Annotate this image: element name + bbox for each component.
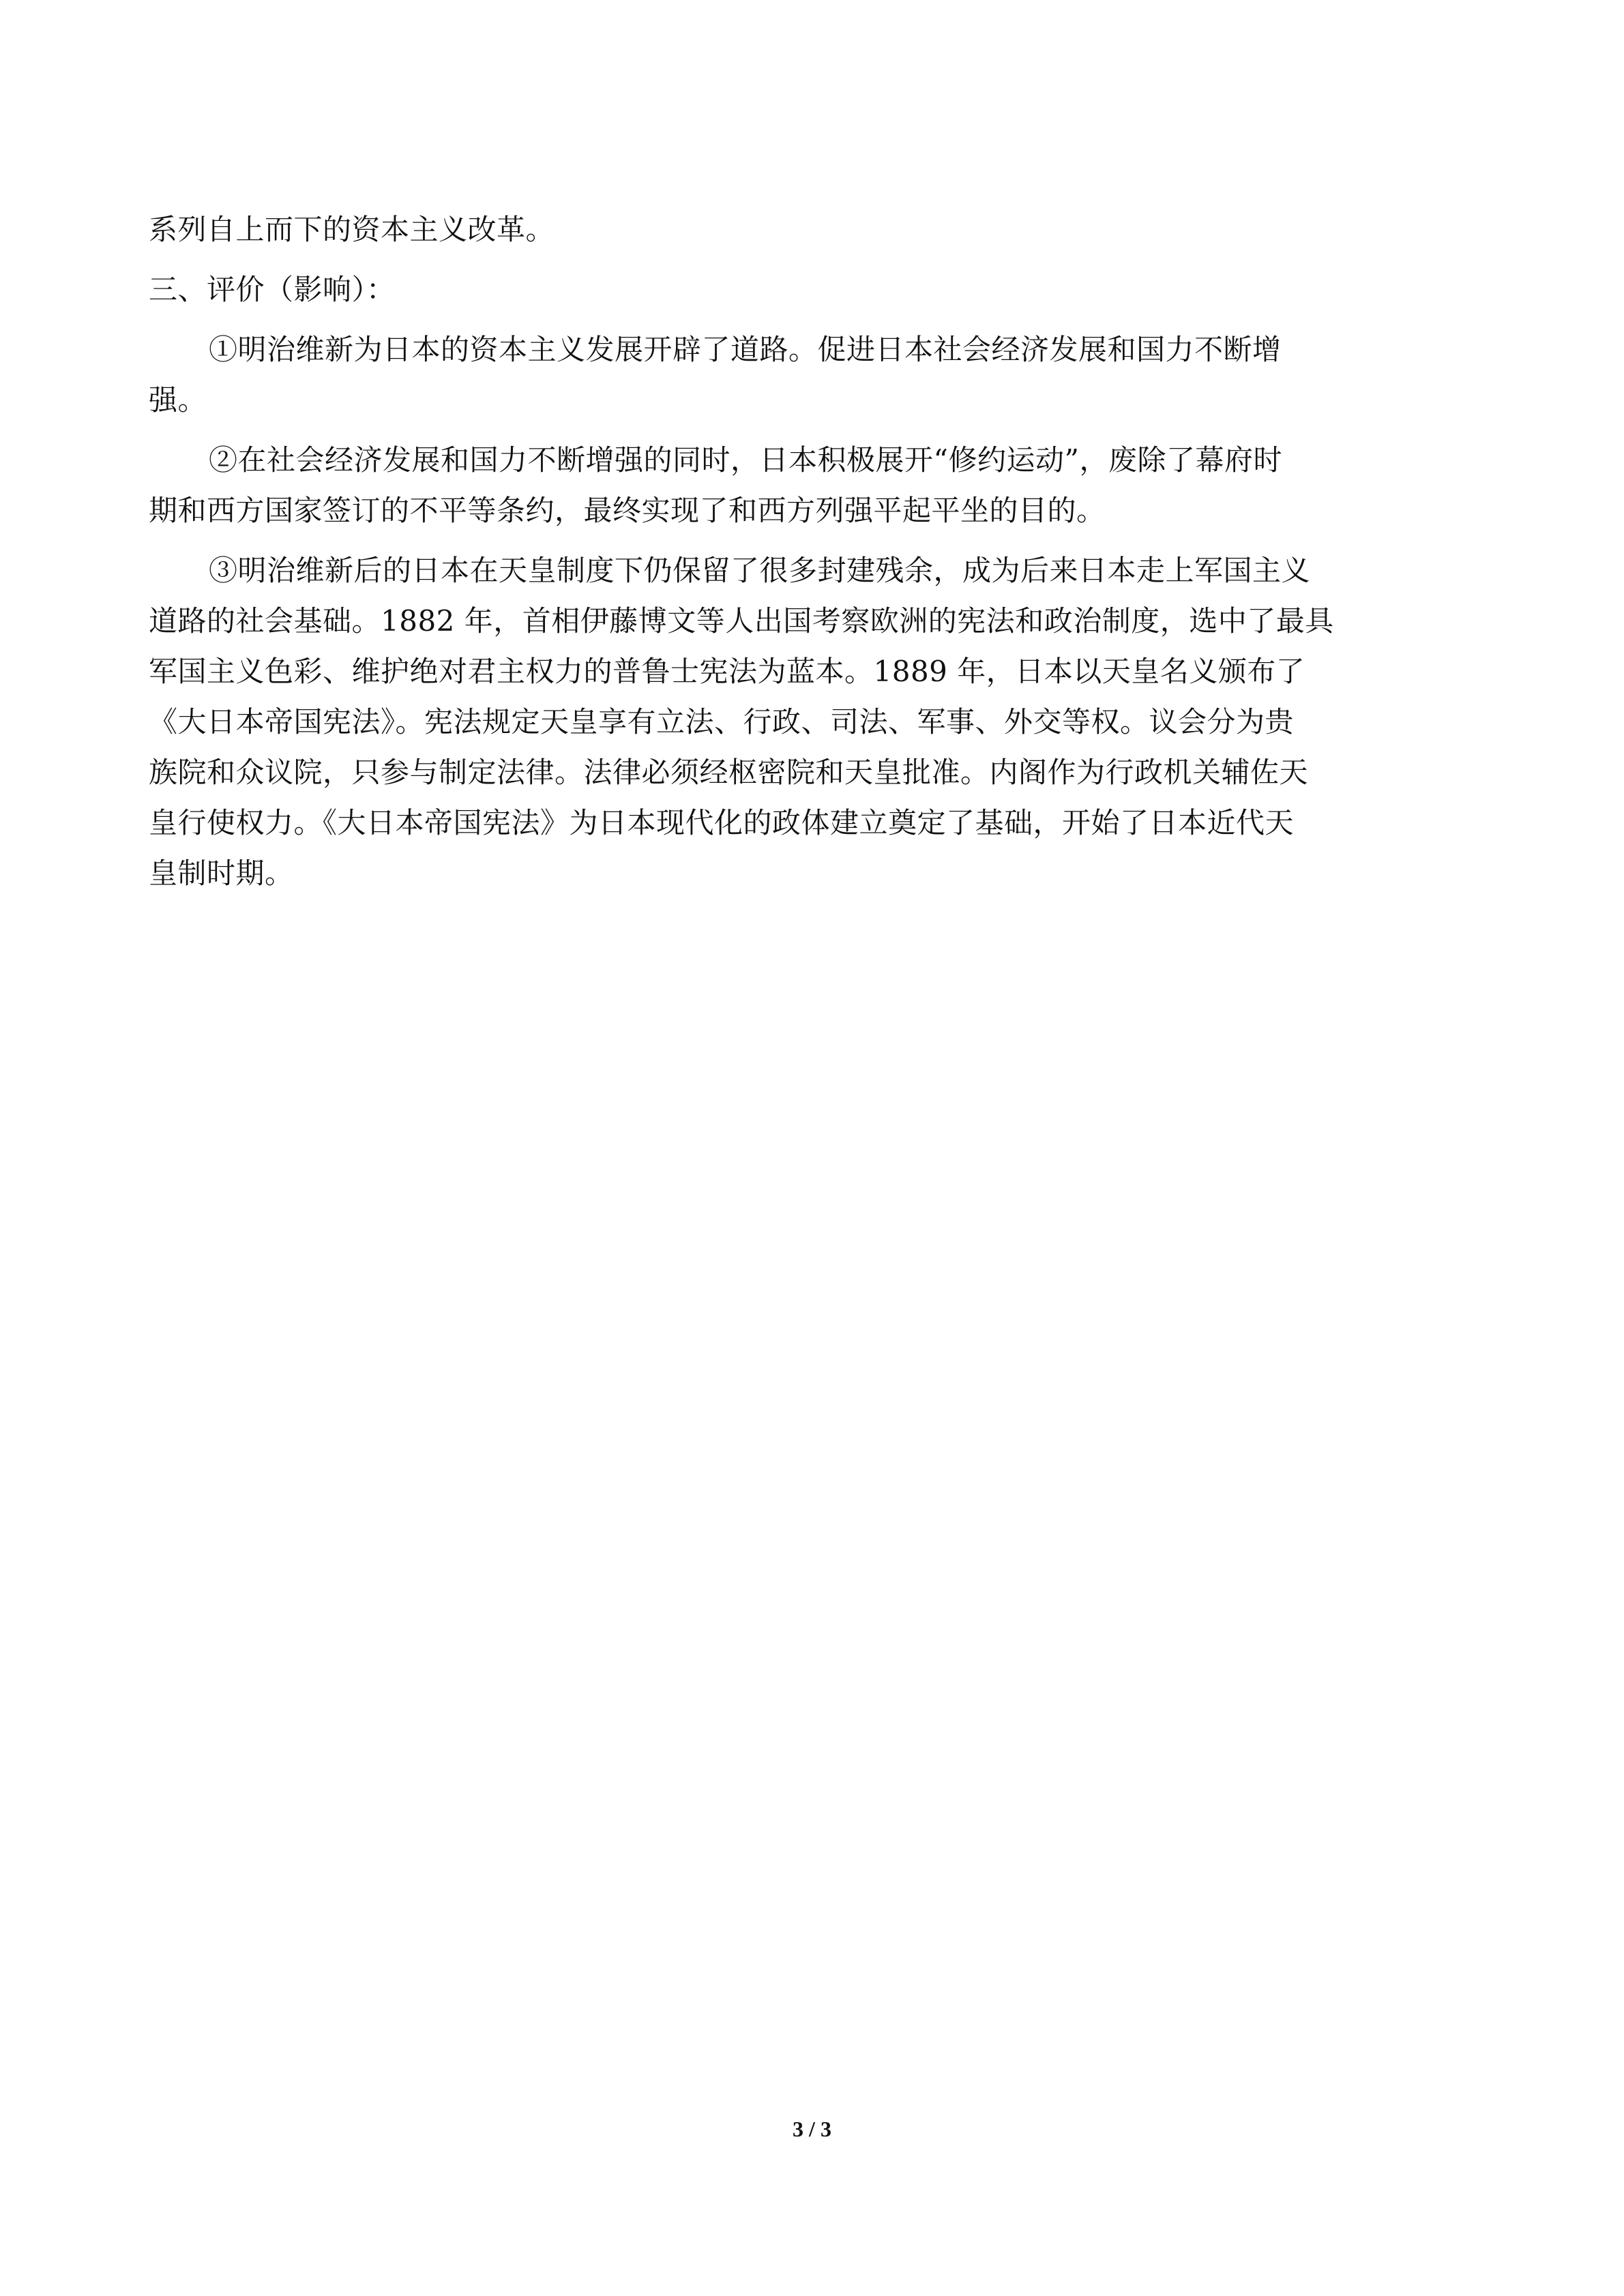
paragraph-line: 皇制时期。 [149,856,294,890]
paragraph-line: 强。 [149,383,207,417]
continued-text-line: 系列自上而下的资本主义改革。 [149,213,555,246]
section-heading: 三、评价（影响）： [149,273,396,306]
paragraph-line: ③明治维新后的日本在天皇制度下仍保留了很多封建残余，成为后来日本走上军国主义 [209,554,1311,587]
paragraph-1 [149,325,1475,426]
document-body [149,205,1475,899]
page-number: 3 / 3 [793,2117,831,2141]
paragraph-line: ②在社会经济发展和国力不断增强的同时，日本积极展开“修约运动”，废除了幕府时 [209,443,1282,477]
paragraph-2 [149,435,1475,536]
paragraph-line: 军国主义色彩、维护绝对君主权力的普鲁士宪法为蓝本。1889 年，日本以天皇名义颁布了 [149,655,1305,688]
paragraph-line: 族院和众议院，只参与制定法律。法律必须经枢密院和天皇批准。内阁作为行政机关辅佐天 [149,756,1309,789]
paragraph-3 [149,546,1475,899]
paragraph-line: ①明治维新为日本的资本主义发展开辟了道路。促进日本社会经济发展和国力不断增 [209,333,1282,366]
paragraph-line: 皇行使权力。《大日本帝国宪法》为日本现代化的政体建立奠定了基础，开始了日本近代天 [149,806,1295,839]
paragraph-line: 道路的社会基础。1882 年，首相伊藤博文等人出国考察欧洲的宪法和政治制度，选中了最具 [149,604,1334,638]
paragraph-line: 期和西方国家签订的不平等条约，最终实现了和西方列强平起平坐的目的。 [149,494,1106,527]
paragraph-line: 《大日本帝国宪法》。宪法规定天皇享有立法、行政、司法、军事、外交等权。议会分为贵 [149,705,1295,739]
